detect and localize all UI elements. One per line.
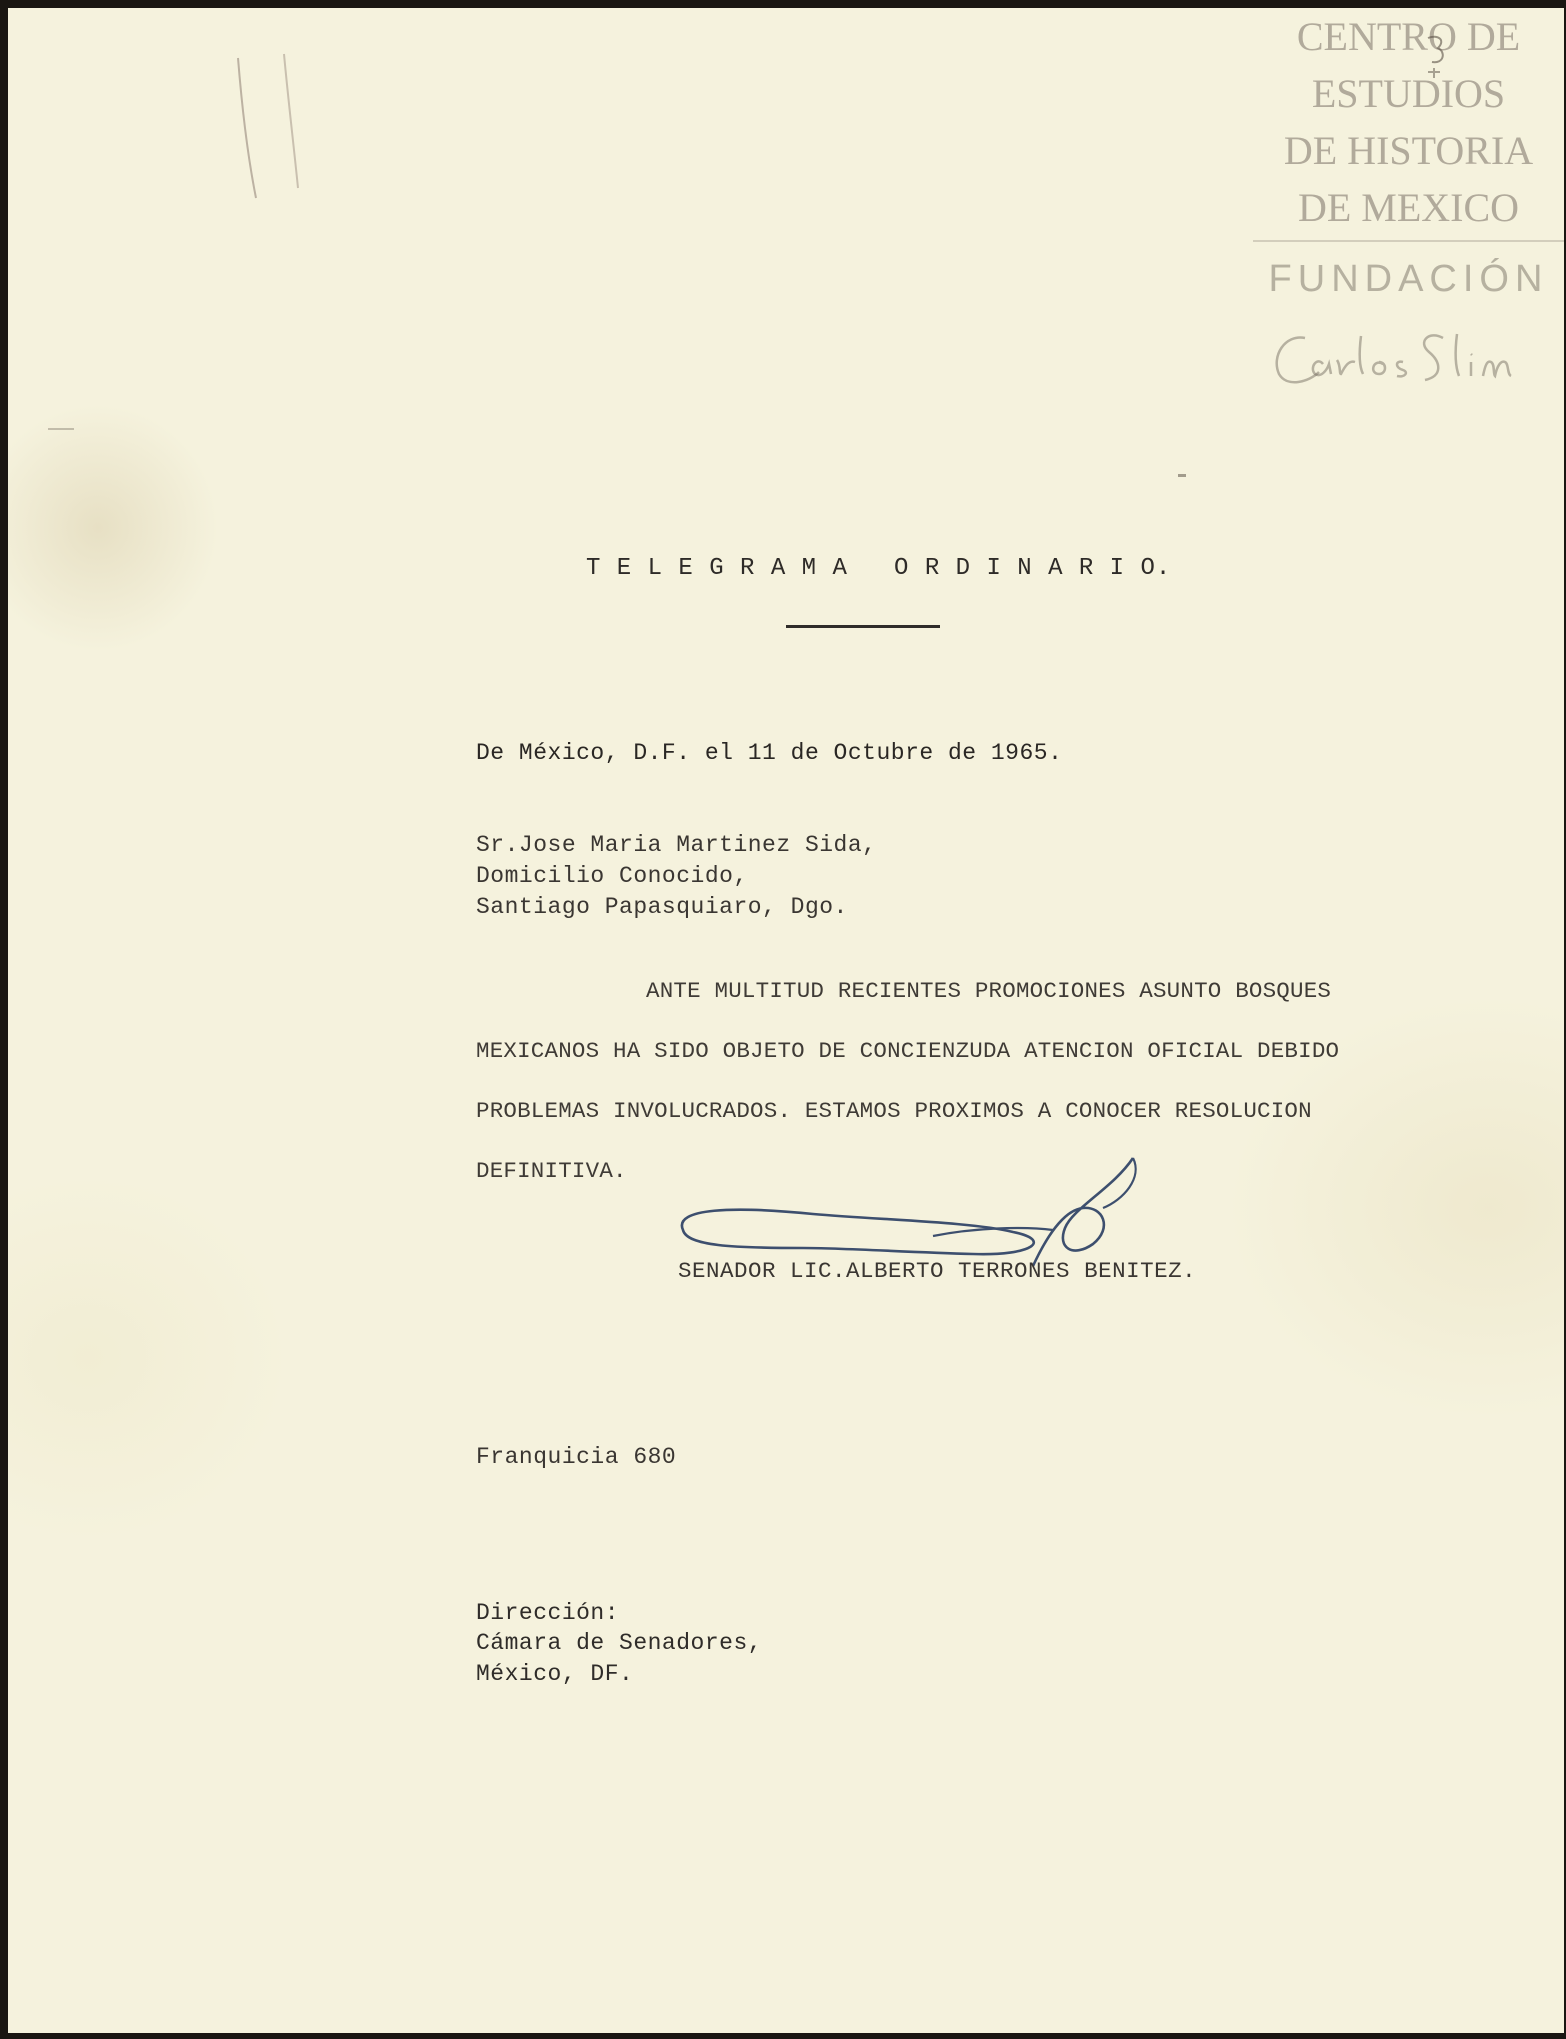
watermark-line: ESTUDIOS	[1311, 71, 1506, 116]
direction-line: Cámara de Senadores,	[476, 1630, 763, 1656]
document-page	[8, 8, 1564, 2033]
recipient-name: Sr.Jose Maria Martinez Sida,	[476, 832, 877, 858]
watermark-line: DE MEXICO	[1297, 185, 1520, 230]
signer-name: SENADOR LIC.ALBERTO TERRONES BENITEZ.	[678, 1258, 1197, 1284]
direction-line: México, DF.	[476, 1661, 634, 1687]
stray-mark	[1178, 474, 1186, 477]
watermark-divider	[1253, 240, 1564, 242]
body-line: DEFINITIVA.	[476, 1158, 627, 1184]
watermark-line: DE HISTORIA	[1283, 128, 1534, 173]
franchise-number: Franquicia 680	[476, 1444, 677, 1470]
page-number-mark	[1418, 30, 1458, 80]
document-title: T E L E G R A M A O R D I N A R I O.	[586, 555, 1172, 582]
watermark-signature-logo	[1265, 316, 1564, 396]
dateline: De México, D.F. el 11 de Octubre de 1965.	[476, 740, 1063, 766]
recipient-address-line: Domicilio Conocido,	[476, 863, 748, 889]
direction-label: Dirección:	[476, 1600, 620, 1626]
watermark-foundation: FUNDACIÓN	[1268, 258, 1549, 300]
title-underline	[786, 625, 940, 628]
body-line: MEXICANOS HA SIDO OBJETO DE CONCIENZUDA ATENCION OFICIAL DEBIDO	[476, 1038, 1340, 1064]
stray-mark	[48, 428, 74, 430]
watermark-line: CENTRO DE	[1296, 14, 1521, 59]
recipient-address-line: Santiago Papasquiaro, Dgo.	[476, 894, 848, 920]
archive-watermark	[1253, 8, 1564, 408]
pencil-mark	[228, 48, 318, 208]
body-line: PROBLEMAS INVOLUCRADOS. ESTAMOS PROXIMOS A CONOCER RESOLUCION	[476, 1098, 1312, 1124]
body-line: ANTE MULTITUD RECIENTES PROMOCIONES ASUNTO BOSQUES	[646, 978, 1332, 1004]
